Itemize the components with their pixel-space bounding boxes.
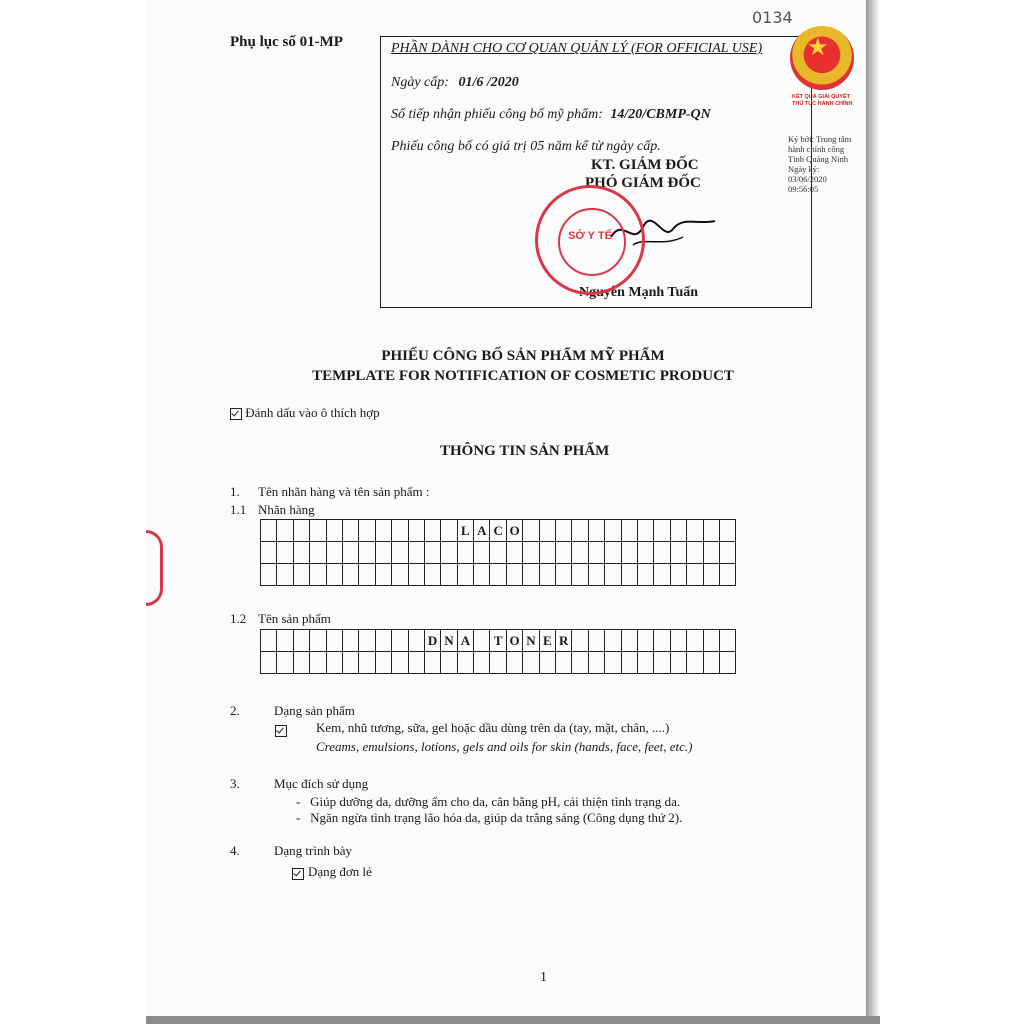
signer-title-2: PHÓ GIÁM ĐỐC <box>585 175 701 191</box>
grid-cell <box>425 652 441 674</box>
grid-cell <box>310 564 326 586</box>
check-hint: Đánh dấu vào ô thích hợp <box>230 405 380 421</box>
grid-cell <box>556 542 572 564</box>
grid-cell <box>409 630 425 652</box>
page-number: 1 <box>540 970 547 985</box>
grid-cell <box>687 652 703 674</box>
grid-cell <box>687 564 703 586</box>
appendix-label: Phụ lục số 01-MP <box>230 34 343 50</box>
item3-label: Mục đích sử dụng <box>274 776 369 791</box>
item2-label: Dạng sản phẩm <box>274 703 355 718</box>
star-icon: ★ <box>807 35 829 61</box>
grid-cell: C <box>490 520 506 542</box>
grid-cell <box>671 542 687 564</box>
grid-cell <box>310 652 326 674</box>
item1-number: 1. <box>230 484 240 499</box>
grid-cell: L <box>458 520 474 542</box>
title-en: TEMPLATE FOR NOTIFICATION OF COSMETIC PRODUCT <box>312 368 734 384</box>
grid-cell <box>638 652 654 674</box>
grid-cell: T <box>490 630 506 652</box>
grid-cell <box>310 542 326 564</box>
grid-cell <box>425 564 441 586</box>
grid-cell <box>458 652 474 674</box>
title-vi: PHIẾU CÔNG BỐ SẢN PHẨM MỸ PHẨM <box>381 348 665 364</box>
grid-cell <box>490 652 506 674</box>
grid-cell <box>261 564 277 586</box>
grid-cell <box>671 652 687 674</box>
grid-cell <box>605 630 621 652</box>
grid-cell <box>474 630 490 652</box>
grid-cell <box>409 652 425 674</box>
grid-cell: O <box>507 520 523 542</box>
grid-cell <box>605 652 621 674</box>
emblem-caption-2: THỦ TỤC HÀNH CHÍNH <box>792 101 853 107</box>
grid-cell <box>671 564 687 586</box>
item4-checkbox-icon <box>292 868 304 880</box>
grid-cell <box>605 542 621 564</box>
grid-cell: R <box>556 630 572 652</box>
grid-cell <box>277 542 293 564</box>
grid-cell <box>392 652 408 674</box>
grid-cell <box>622 630 638 652</box>
grid-cell <box>294 520 310 542</box>
grid-cell <box>523 542 539 564</box>
item2-checkbox-icon <box>275 725 287 737</box>
grid-cell <box>458 564 474 586</box>
grid-cell <box>343 520 359 542</box>
grid-cell <box>490 542 506 564</box>
item3-bullet-1: - Giúp dưỡng da, dưỡng ẩm cho da, cân bằng pH, cải thiện tình trạng da. <box>296 794 681 809</box>
item4-option: Dạng đơn lẻ <box>308 864 372 879</box>
grid-cell <box>327 652 343 674</box>
grid-cell <box>572 630 588 652</box>
grid-cell <box>376 564 392 586</box>
grid-cell <box>409 520 425 542</box>
grid-cell: N <box>441 630 457 652</box>
grid-cell <box>720 564 736 586</box>
product-name-grid <box>260 629 736 674</box>
grid-cell <box>654 542 670 564</box>
grid-cell: A <box>458 630 474 652</box>
grid-cell <box>327 564 343 586</box>
item12-number: 1.2 <box>230 611 247 626</box>
grid-cell <box>425 542 441 564</box>
grid-cell <box>359 520 375 542</box>
grid-cell <box>277 520 293 542</box>
grid-cell <box>572 520 588 542</box>
grid-cell <box>359 630 375 652</box>
grid-cell <box>540 564 556 586</box>
item1-label: Tên nhãn hàng và tên sản phẩm : <box>258 484 430 499</box>
grid-cell <box>572 564 588 586</box>
grid-cell <box>277 564 293 586</box>
red-seal-stamp <box>535 185 645 295</box>
grid-cell <box>441 564 457 586</box>
grid-cell <box>622 564 638 586</box>
grid-cell <box>654 630 670 652</box>
grid-cell <box>458 542 474 564</box>
grid-cell <box>343 564 359 586</box>
grid-cell <box>474 652 490 674</box>
grid-cell <box>556 520 572 542</box>
item3-number: 3. <box>230 776 240 791</box>
grid-cell <box>622 652 638 674</box>
grid-cell <box>638 520 654 542</box>
signer-title-1: KT. GIÁM ĐỐC <box>591 157 699 173</box>
grid-cell <box>687 520 703 542</box>
grid-cell <box>343 630 359 652</box>
grid-cell <box>704 564 720 586</box>
grid-cell <box>310 630 326 652</box>
grid-cell <box>392 542 408 564</box>
grid-cell <box>376 630 392 652</box>
grid-cell <box>720 652 736 674</box>
partial-stamp-mark <box>146 530 163 606</box>
grid-cell <box>556 652 572 674</box>
grid-cell <box>425 520 441 542</box>
grid-cell: O <box>507 630 523 652</box>
item4-label: Dạng trình bày <box>274 843 352 858</box>
grid-cell <box>359 564 375 586</box>
grid-cell <box>441 520 457 542</box>
grid-cell <box>294 630 310 652</box>
grid-cell <box>277 630 293 652</box>
grid-cell <box>605 564 621 586</box>
grid-cell <box>622 520 638 542</box>
grid-cell <box>474 542 490 564</box>
grid-cell <box>540 652 556 674</box>
grid-cell <box>589 652 605 674</box>
grid-cell <box>556 564 572 586</box>
emblem-caption-1: KẾT QUẢ GIẢI QUYẾT <box>792 94 851 100</box>
grid-cell <box>490 564 506 586</box>
digital-signature-note: Ký bởi: Trung tâm hành chính công Tỉnh Quảng Ninh Ngày ký: 03/06/2020 09:56:05 <box>788 134 852 194</box>
grid-cell <box>376 520 392 542</box>
grid-cell <box>589 542 605 564</box>
grid-cell <box>572 652 588 674</box>
item3-bullet-2: - Ngăn ngừa tình trạng lão hóa da, giúp da trắng sáng (Công dụng thứ 2). <box>296 810 683 825</box>
item2-option-en: Creams, emulsions, lotions, gels and oils for skin (hands, face, feet, etc.) <box>316 739 693 754</box>
grid-cell: A <box>474 520 490 542</box>
grid-cell <box>704 630 720 652</box>
grid-cell <box>507 564 523 586</box>
grid-cell <box>720 630 736 652</box>
grid-cell <box>294 542 310 564</box>
grid-cell: E <box>540 630 556 652</box>
grid-cell <box>343 652 359 674</box>
grid-cell <box>409 564 425 586</box>
item12-label: Tên sản phẩm <box>258 611 331 626</box>
grid-cell <box>376 542 392 564</box>
section-title: THÔNG TIN SẢN PHẨM <box>440 443 610 459</box>
grid-cell <box>704 542 720 564</box>
grid-cell: N <box>523 630 539 652</box>
grid-cell <box>294 652 310 674</box>
grid-cell <box>277 652 293 674</box>
grid-cell <box>359 652 375 674</box>
grid-cell <box>327 630 343 652</box>
grid-cell <box>720 520 736 542</box>
grid-cell <box>589 564 605 586</box>
grid-cell <box>638 630 654 652</box>
item11-label: Nhãn hàng <box>258 502 315 517</box>
grid-cell <box>507 542 523 564</box>
handwritten-page-mark: 0134 <box>752 8 793 27</box>
grid-cell <box>704 520 720 542</box>
grid-cell <box>654 520 670 542</box>
official-header: PHẦN DÀNH CHO CƠ QUAN QUẢN LÝ (FOR OFFICIAL USE) <box>391 41 763 56</box>
page-edge-shadow <box>866 0 880 1024</box>
grid-cell <box>654 652 670 674</box>
grid-cell <box>261 652 277 674</box>
stamp-label: SỞ Y TẾ <box>568 230 612 242</box>
grid-cell <box>392 630 408 652</box>
grid-cell <box>540 520 556 542</box>
grid-cell <box>310 520 326 542</box>
grid-cell <box>441 652 457 674</box>
grid-cell <box>589 520 605 542</box>
grid-cell <box>523 564 539 586</box>
grid-cell <box>654 564 670 586</box>
grid-cell: D <box>425 630 441 652</box>
grid-cell <box>523 652 539 674</box>
grid-cell <box>392 564 408 586</box>
grid-cell <box>294 564 310 586</box>
grid-cell <box>638 564 654 586</box>
page-bottom-shadow <box>146 1016 880 1024</box>
receipt-number: Số tiếp nhận phiếu công bố mỹ phẩm: 14/20/CBMP-QN <box>391 107 711 122</box>
signer-name: Nguyễn Mạnh Tuấn <box>579 285 699 300</box>
item11-number: 1.1 <box>230 502 247 517</box>
grid-cell <box>359 542 375 564</box>
grid-cell <box>704 652 720 674</box>
grid-cell <box>376 652 392 674</box>
grid-cell <box>589 630 605 652</box>
grid-cell <box>327 520 343 542</box>
grid-cell <box>720 542 736 564</box>
grid-cell <box>671 520 687 542</box>
issue-date: Ngày cấp: 01/6 /2020 <box>391 75 519 90</box>
item4-number: 4. <box>230 843 240 858</box>
grid-cell <box>572 542 588 564</box>
grid-cell <box>343 542 359 564</box>
validity-text: Phiếu công bố có giá trị 05 năm kể từ ngày cấp. <box>391 139 661 154</box>
grid-cell <box>441 542 457 564</box>
grid-cell <box>638 542 654 564</box>
grid-cell <box>687 542 703 564</box>
grid-cell <box>327 542 343 564</box>
grid-cell <box>687 630 703 652</box>
grid-cell <box>540 542 556 564</box>
grid-cell <box>261 630 277 652</box>
grid-cell <box>523 520 539 542</box>
grid-cell <box>507 652 523 674</box>
grid-cell <box>409 542 425 564</box>
checkbox-icon <box>230 408 242 420</box>
item2-number: 2. <box>230 703 240 718</box>
item2-option-vi: Kem, nhũ tương, sữa, gel hoặc dầu dùng trên da (tay, mặt, chân, ....) <box>316 720 670 735</box>
grid-cell <box>622 542 638 564</box>
grid-cell <box>474 564 490 586</box>
grid-cell <box>392 520 408 542</box>
grid-cell <box>261 542 277 564</box>
brand-name-grid <box>260 519 736 586</box>
grid-cell <box>261 520 277 542</box>
grid-cell <box>605 520 621 542</box>
grid-cell <box>671 630 687 652</box>
